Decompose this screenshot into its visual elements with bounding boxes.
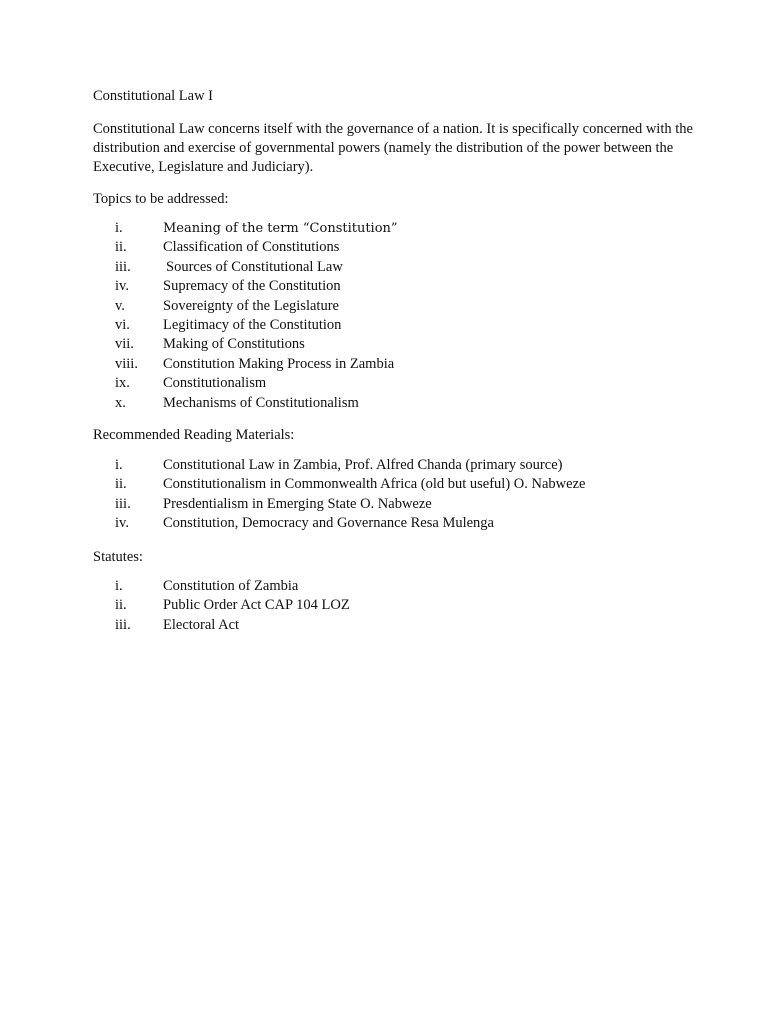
list-item-number: iv.	[115, 515, 129, 532]
list-item-text: Sovereignty of the Legislature	[163, 297, 339, 314]
list-item-text: Mechanisms of Constitutionalism	[163, 394, 359, 411]
topics-heading: Topics to be addressed:	[93, 191, 229, 207]
reading-heading: Recommended Reading Materials:	[93, 427, 295, 443]
list-item-number: iii.	[115, 495, 131, 512]
list-item-number: x.	[115, 394, 126, 411]
list-item-number: v.	[115, 297, 125, 314]
document-title: Constitutional Law I	[93, 88, 214, 104]
list-item-text: Supremacy of the Constitution	[163, 278, 341, 295]
list-item-text: Constitutionalism in Commonwealth Africa (old but useful) O. Nabweze	[163, 476, 586, 493]
list-item-number: iii.	[115, 258, 131, 275]
list-item-number: ii.	[115, 476, 127, 493]
list-item-text: Constitutional Law in Zambia, Prof. Alfred Chanda (primary source)	[163, 457, 563, 473]
list-item-text: Classification of Constitutions	[163, 239, 340, 256]
list-item-text: Presdentialism in Emerging State O. Nabweze	[163, 495, 432, 512]
list-item-text: Electoral Act	[163, 616, 240, 633]
list-item-number: viii.	[115, 355, 138, 372]
list-item-number: iv.	[115, 278, 129, 295]
list-item-text: Constitutionalism	[163, 375, 267, 392]
list-item-text: Making of Constitutions	[163, 336, 305, 353]
list-item-number: ii.	[115, 239, 127, 256]
list-item-text: Constitution Making Process in Zambia	[163, 355, 395, 372]
list-item-number: iii.	[115, 616, 131, 633]
list-item-number: ix.	[115, 375, 130, 392]
list-item-number: vii.	[115, 336, 134, 353]
list-item-number: i.	[115, 220, 123, 236]
list-item-text: Constitution, Democracy and Governance Resa Mulenga	[163, 515, 494, 532]
list-item-text: Legitimacy of the Constitution	[163, 316, 342, 333]
list-item-text: Constitution of Zambia	[163, 578, 299, 594]
list-item-number: i.	[115, 457, 123, 473]
list-item-text: Public Order Act CAP 104 LOZ	[163, 597, 350, 614]
list-item-number: i.	[115, 578, 123, 594]
intro-paragraph: Constitutional Law concerns itself with the governance of a nation. It is specifically concerned with the distribution and exercise of governmental powers (namely the distribution of the power between the Executive, Legislature and Judiciary).	[93, 121, 693, 175]
list-item-number: ii.	[115, 597, 127, 614]
list-item-text: Sources of Constitutional Law	[166, 258, 343, 275]
list-item-text: Meaning of the term “Constitution”	[163, 221, 398, 236]
list-item-number: vi.	[115, 316, 130, 333]
statutes-heading: Statutes:	[93, 549, 143, 565]
